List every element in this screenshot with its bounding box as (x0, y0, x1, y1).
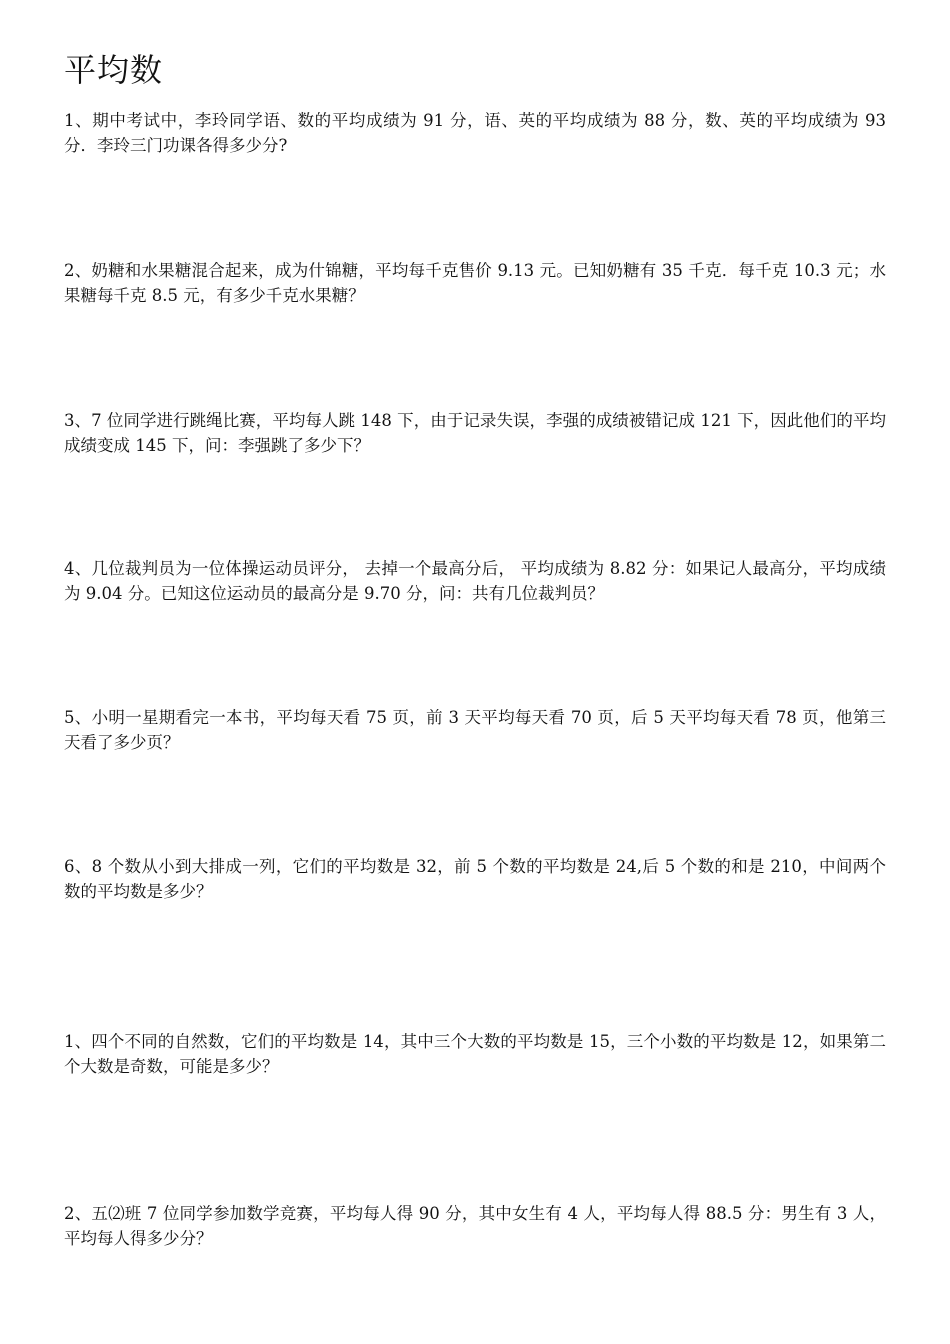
problem-3: 3、7 位同学进行跳绳比赛，平均每人跳 148 下，由于记录失误，李强的成绩被错记成 121 下，因此他们的平均成绩变成 145 下，问：李强跳了多少下？ (64, 411, 886, 455)
problem-extra-1: 1、四个不同的自然数，它们的平均数是 14，其中三个大数的平均数是 15，三个小数的平均数是 12，如果第二个大数是奇数，可能是多少？ (64, 1032, 886, 1076)
problem-6: 6、8 个数从小到大排成一列，它们的平均数是 32，前 5 个数的平均数是 24,后 5 个数的和是 210，中间两个数的平均数是多少？ (64, 857, 886, 901)
problem-1: 1、期中考试中，李玲同学语、数的平均成绩为 91 分，语、英的平均成绩为 88 分，数、英的平均成绩为 93 分．李玲三门功课各得多少分? (64, 111, 886, 155)
problem-5: 5、小明一星期看完一本书，平均每天看 75 页，前 3 天平均每天看 70 页，后 5 天平均每天看 78 页，他第三天看了多少页？ (64, 708, 886, 752)
problem-2: 2、奶糖和水果糖混合起来，成为什锦糖，平均每千克售价 9.13 元。已知奶糖有 35 千克．每千克 10.3 元；水果糖每千克 8.5 元，有多少千克水果糖？ (64, 261, 886, 305)
problem-4: 4、几位裁判员为一位体操运动员评分， 去掉一个最高分后， 平均成绩为 8.82 分：如果记人最高分，平均成绩为 9.04 分。已知这位运动员的最高分是 9.70 分，问：共有几位裁判员？ (64, 559, 886, 603)
problem-extra-2: 2、五⑵班 7 位同学参加数学竞赛，平均每人得 90 分，其中女生有 4 人，平均每人得 88.5 分：男生有 3 人，平均每人得多少分？ (64, 1204, 886, 1248)
page-title: 平均数 (64, 51, 164, 89)
